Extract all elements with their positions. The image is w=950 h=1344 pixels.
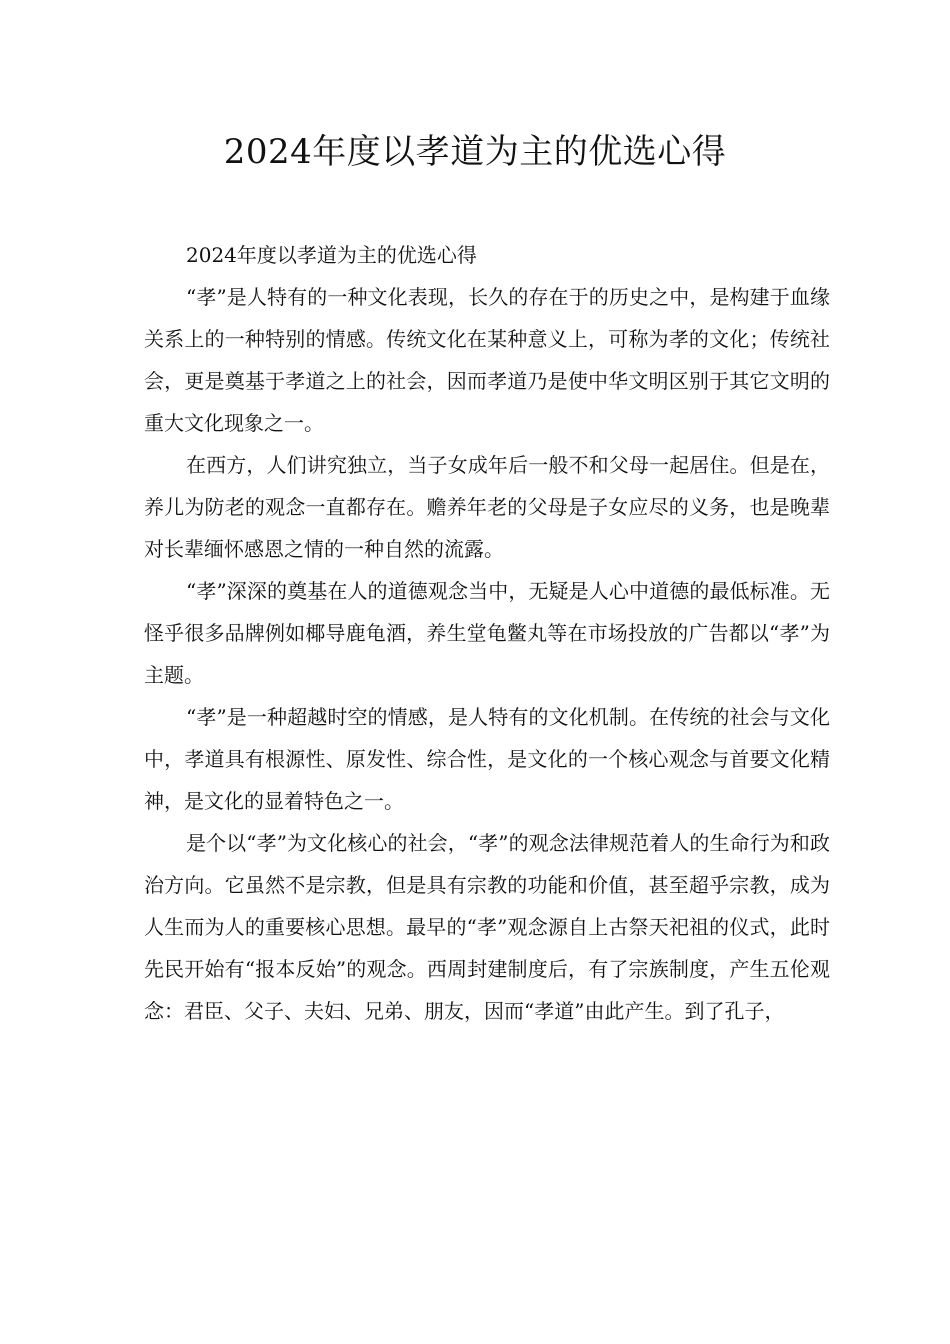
paragraph-moral-standard: “孝”深深的奠基在人的道德观念当中，无疑是人心中道德的最低标准。无怪乎很多品牌例如椰导鹿龟酒，养生堂龟鳖丸等在市场投放的广告都以“孝”为主题。 [144,579,830,687]
paragraph-cultural-mechanism: “孝”是一种超越时空的情感，是人特有的文化机制。在传统的社会与文化中，孝道具有根源性、原发性、综合性，是文化的一个核心观念与首要文化精神，是文化的显着特色之一。 [144,705,830,813]
document-body [144,234,830,1032]
paragraph-western-comparison: 在西方，人们讲究独立，当子女成年后一般不和父母一起居住。但是在，养儿为防老的观念一直都存在。赡养年老的父母是子女应尽的义务，也是晚辈对长辈缅怀感恩之情的一种自然的流露。 [144,453,830,561]
paragraph-history: 是个以“孝”为文化核心的社会，“孝”的观念法律规范着人的生命行为和政治方向。它虽然不是宗教，但是具有宗教的功能和价值，甚至超乎宗教，成为人生而为人的重要核心思想。最早的“孝”观念源自上古祭天祀祖的仪式，此时先民开始有“报本反始”的观念。西周封建制度后，有了宗族制度，产生五伦观念：君臣、父子、夫妇、兄弟、朋友，因而“孝道”由此产生。到了孔子， [144,831,830,1023]
paragraph-subtitle: 2024年度以孝道为主的优选心得 [186,243,477,267]
paragraph-filial-culture: “孝”是人特有的一种文化表现，长久的存在于的历史之中，是构建于血缘关系上的一种特别的情感。传统文化在某种意义上，可称为孝的文化；传统社会，更是奠基于孝道之上的社会，因而孝道乃是使中华文明区别于其它文明的重大文化现象之一。 [144,285,830,435]
document-title: 2024年度以孝道为主的优选心得 [223,132,727,172]
